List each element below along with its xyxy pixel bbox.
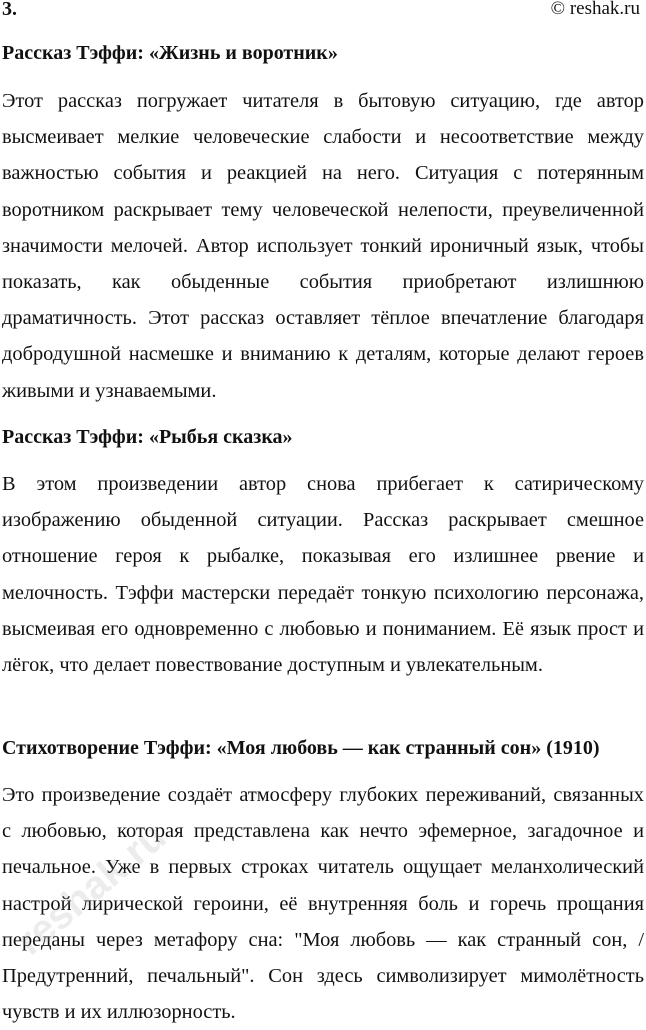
section-paragraph-2: В этом произведении автор снова прибегает к сатирическому изображению обыденной ситуации. Рассказ раскрывает смешное отношение героя к рыбалке, показывая его излишнее рвение и мелочность. Тэффи мастерски передаёт тонкую психологию персонажа, высмеивая его одновременно с любовью и пониманием. Её язык прост и лёгок, что делает повествование доступным и увлекательным. [2, 473, 644, 677]
watermark: reshak.ru [8, 814, 175, 964]
section-paragraph-1: Этот рассказ погружает читателя в бытовую ситуацию, где автор высмеивает мелкие человеческие слабости и несоответствие между важностью события и реакцией на него. Ситуация с потерянным воротником раскрывает тему человеческой нелепости, преувеличенной значимости мелочей. Автор использует тонкий ироничный язык, чтобы показать, как обыденные события приобретают излишнюю драматичность. Этот рассказ оставляет тёплое впечатление благодаря добродушной насмешке и вниманию к деталям, которые делают героев живыми и узнаваемыми. [2, 90, 644, 402]
site-credit: © reshak.ru [550, 0, 640, 19]
section-heading-3: Стихотворение Тэффи: «Моя любовь — как странный сон» (1910) [2, 737, 600, 759]
section-heading-2: Рассказ Тэффи: «Рыбья сказка» [2, 426, 293, 448]
task-number: 3. [2, 0, 17, 20]
section-heading-1: Рассказ Тэффи: «Жизнь и воротник» [2, 42, 338, 64]
section-paragraph-3: Это произведение создаёт атмосферу глубоких переживаний, связанных с любовью, которая представлена как нечто эфемерное, загадочное и печальное. Уже в первых строках читатель ощущает меланхолический настрой лирической героини, её внутренняя боль и горечь прощания переданы через метафору сна: "Моя любовь — как странный сон, / Предутренний, печальный". Сон здесь символизирует мимолётность чувств и их иллюзорность. [2, 784, 644, 1024]
